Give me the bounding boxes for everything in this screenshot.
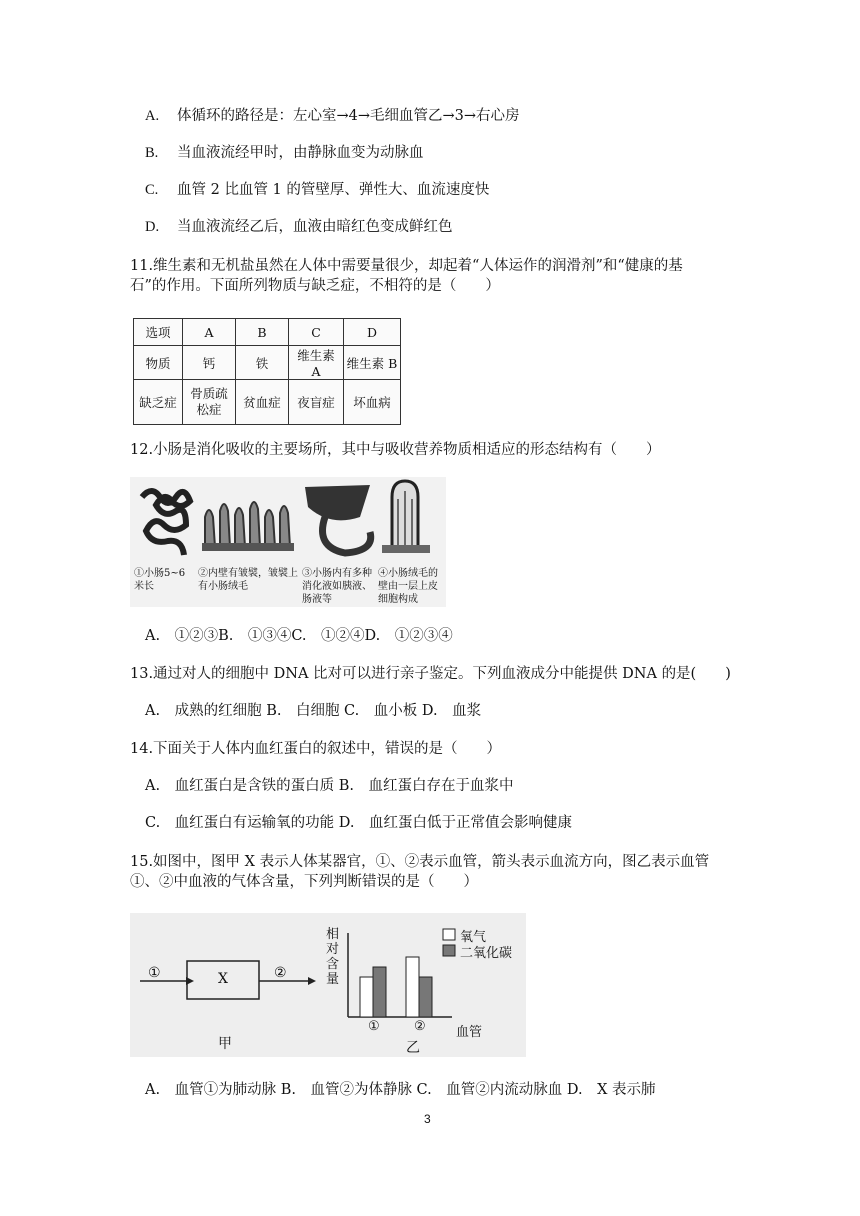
q11-stem-line1: 11.维生素和无机盐虽然在人体中需要量很少，却起着“人体运作的润滑剂”和“健康的基	[130, 258, 683, 274]
table-cell: 选项	[134, 319, 183, 346]
organ-x-label: X	[218, 971, 228, 987]
x-tick-1: ①	[368, 1019, 380, 1034]
table-cell: 夜盲症	[289, 380, 344, 425]
q12-options: A. ①②③B. ①③④C. ①②④D. ①②③④	[145, 628, 453, 644]
table-cell: 钙	[183, 346, 236, 380]
table-row	[134, 346, 401, 380]
table-cell: 骨质疏松症	[183, 380, 236, 425]
table-cell: 维生素 B	[344, 346, 401, 380]
q14-stem: 14.下面关于人体内血红蛋白的叙述中，错误的是（ ）	[130, 741, 502, 757]
q15-figure	[130, 913, 526, 1057]
table-cell: 维生素 A	[289, 346, 344, 380]
caption-1: ①小肠5~6米长	[134, 568, 186, 592]
bar-co2-vessel-1	[373, 967, 386, 1017]
q15-stem-line2: ①、②中血液的气体含量，下列判断错误的是（ ）	[130, 874, 478, 890]
coiled-intestine-icon	[142, 491, 190, 555]
q14-options-line1: A. 血红蛋白是含铁的蛋白质 B. 血红蛋白存在于血浆中	[145, 778, 514, 794]
table-cell: 缺乏症	[134, 380, 183, 425]
legend-oxygen-swatch	[443, 929, 455, 940]
legend-oxygen-label: 氧气	[460, 930, 487, 945]
q10-option-a: A. 体循环的路径是：左心室→4→毛细血管乙→3→右心房	[145, 108, 520, 124]
x-tick-2: ②	[414, 1019, 426, 1034]
table-cell: 物质	[134, 346, 183, 380]
figure-yi-label: 乙	[406, 1040, 420, 1056]
legend-co2-label: 二氧化碳	[460, 946, 513, 961]
table-cell: B	[236, 319, 289, 346]
caption-4: ④小肠绒毛的壁由一层上皮细胞构成	[378, 568, 438, 605]
q13-stem: 13.通过对人的细胞中 DNA 比对可以进行亲子鉴定。下列血液成分中能提供 DNA 的是( )	[130, 666, 731, 682]
figure-jia-label: 甲	[218, 1036, 232, 1052]
y-axis-label: 相对含量	[326, 927, 340, 987]
caption-2: ②内壁有皱襞，皱襞上有小肠绒毛	[198, 568, 298, 592]
table-cell: 贫血症	[236, 380, 289, 425]
q15-stem-line1: 15.如图中，图甲 X 表示人体某器官，①、②表示血管，箭头表示血流方向，图乙表示血管	[130, 854, 710, 870]
page-number: 3	[424, 1112, 431, 1126]
villus-icon	[382, 481, 430, 553]
q10-option-d: D. 当血液流经乙后，血液由暗红色变成鲜红色	[145, 219, 453, 235]
caption-3: ③小肠内有多种消化液如胰液、肠液等	[302, 568, 372, 605]
bar-oxygen-vessel-1	[360, 977, 373, 1017]
folds-villi-icon	[202, 502, 294, 551]
liver-pancreas-icon	[305, 485, 371, 553]
vessel-1-in-label: ①	[148, 965, 161, 981]
q12-stem: 12.小肠是消化吸收的主要场所，其中与吸收营养物质相适应的形态结构有（ ）	[130, 442, 661, 458]
vessel-2-out-label: ②	[274, 965, 287, 981]
table-cell: D	[344, 319, 401, 346]
q14-options-line2: C. 血红蛋白有运输氧的功能 D. 血红蛋白低于正常值会影响健康	[145, 815, 573, 831]
intestine-drawings	[130, 477, 446, 557]
table-cell: A	[183, 319, 236, 346]
table-row	[134, 380, 401, 425]
table-cell: C	[289, 319, 344, 346]
vitamin-table	[133, 318, 401, 425]
q13-options: A. 成熟的红细胞 B. 白细胞 C. 血小板 D. 血浆	[145, 703, 482, 719]
table-cell: 坏血病	[344, 380, 401, 425]
legend-co2-swatch	[443, 945, 455, 956]
q15-options: A. 血管①为肺动脉 B. 血管②为体静脉 C. 血管②内流动脉血 D. X 表示肺	[145, 1082, 656, 1098]
q11-stem-line2: 石”的作用。下面所列物质与缺乏症，不相符的是（ ）	[130, 278, 500, 294]
small-intestine-figure	[130, 477, 446, 607]
q10-option-c: C. 血管 2 比血管 1 的管壁厚、弹性大、血流速度快	[145, 182, 490, 198]
bar-co2-vessel-2	[419, 977, 432, 1017]
table-row	[134, 319, 401, 346]
bar-oxygen-vessel-2	[406, 957, 419, 1017]
table-cell: 铁	[236, 346, 289, 380]
x-axis-label: 血管	[456, 1025, 483, 1040]
q10-option-b: B. 当血液流经甲时，由静脉血变为动脉血	[145, 145, 424, 161]
